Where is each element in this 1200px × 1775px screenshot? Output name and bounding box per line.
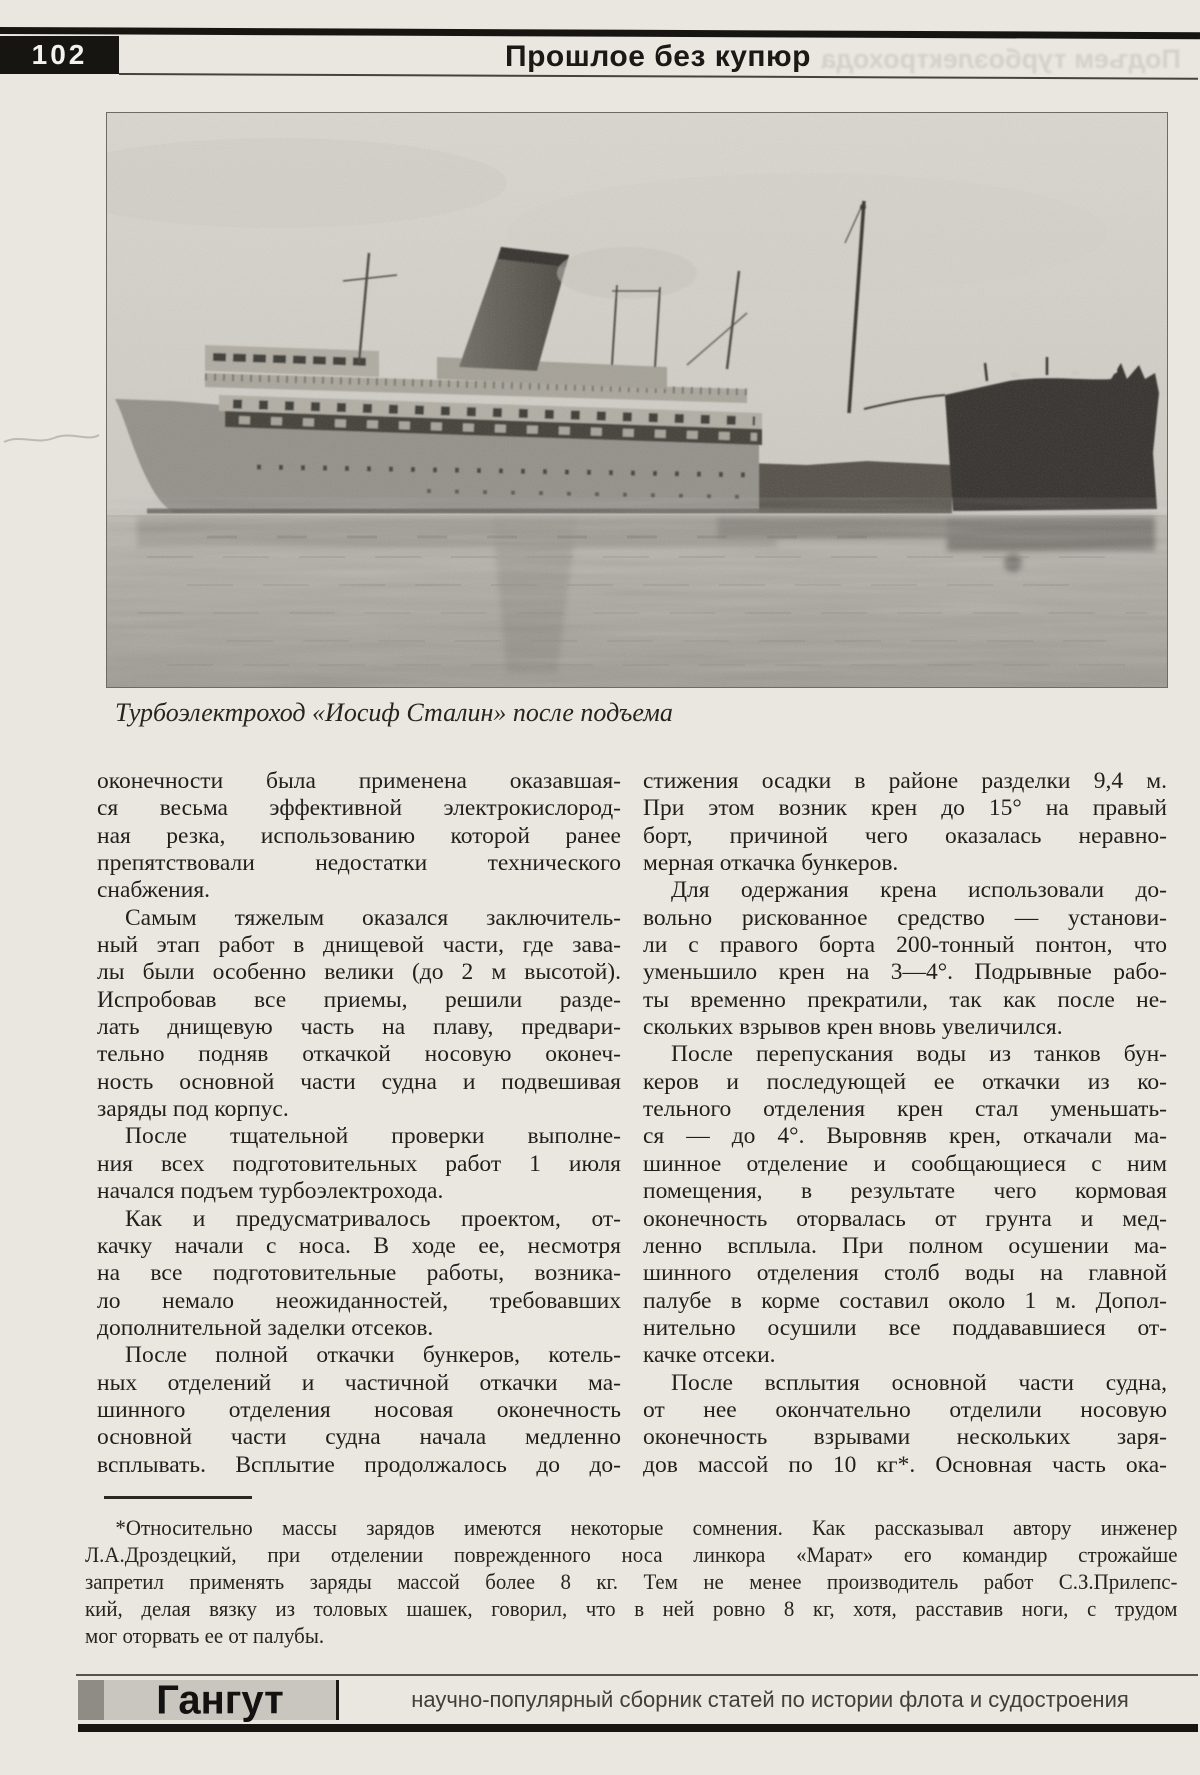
text-line: уменьшило крен на 3—4°. Подрывные рабо- <box>643 959 1167 986</box>
article-column-left <box>97 768 621 1479</box>
text-line: палубе в корме составил около 1 м. Допол- <box>643 1287 1167 1314</box>
text-line: препятствовали недостатки технического <box>97 850 621 877</box>
text-line: ленно всплыла. При полном осушении ма- <box>643 1232 1167 1259</box>
bleed-through-text: Подъем турбоэлектрохода <box>821 44 1181 74</box>
text-line: тельно подняв откачкой носовую оконеч- <box>97 1041 621 1068</box>
text-line: шинного отделения носовая оконечность <box>97 1396 621 1423</box>
text-line: Как и предусматривалось проектом, от- <box>125 1205 621 1232</box>
text-line: скольких взрывов крен вновь увеличился. <box>643 1014 1063 1041</box>
text-line: борт, причиной чего оказалась неравно- <box>643 822 1167 849</box>
footnote-line: *Относительно массы зарядов имеются некоторые сомнения. Как рассказывал автору инженер <box>115 1515 1178 1540</box>
magazine-logo: Гангут <box>156 1677 284 1723</box>
text-line: ная резка, использованию которой ранее <box>97 822 621 849</box>
text-line: После перепускания воды из танков бун- <box>671 1041 1167 1068</box>
page-title: Прошлое без купюр <box>505 40 811 73</box>
text-line: нительно осушили все поддававшиеся от- <box>643 1314 1167 1341</box>
footnote-line: запретил применять заряды массой более 8 кг. Тем не менее производитель работ С.З.Прилепс- <box>85 1569 1178 1594</box>
footer-gray-square <box>78 1680 104 1720</box>
text-line: оконечность взрывами нескольких заря- <box>643 1424 1167 1451</box>
text-line: лать днищевую часть на плаву, предвари- <box>97 1014 621 1041</box>
text-line: основной части судна начала медленно <box>97 1424 621 1451</box>
ship-photo-art <box>107 113 1167 687</box>
text-line: Испробовав все приемы, решили разде- <box>97 986 621 1013</box>
text-line: После тщательной проверки выполне- <box>125 1123 621 1150</box>
film-grain <box>107 113 1167 687</box>
footnote-line: мог оторвать ее от палубы. <box>85 1623 325 1648</box>
text-line: заряды под корпус. <box>97 1096 289 1123</box>
page-number: 102 <box>31 39 88 70</box>
text-line: ния всех подготовительных работ 1 июля <box>97 1150 621 1177</box>
text-line: оконечности была применена оказавшая- <box>97 768 621 794</box>
footer-logo-box <box>104 1677 336 1723</box>
text-line: тельного отделения крен стал уменьшать- <box>643 1096 1167 1123</box>
text-line: При этом возник крен до 15° на правый <box>643 795 1167 822</box>
text-line: ты временно прекратили, так как после не- <box>643 986 1167 1013</box>
article-column-right <box>643 768 1167 1479</box>
text-line: качку начали с носа. В ходе ее, несмотря <box>97 1232 621 1259</box>
text-line: дов массой по 10 кг*. Основная часть ока- <box>643 1451 1167 1478</box>
header-rule-thick <box>0 27 1200 39</box>
ship-photo <box>106 112 1168 688</box>
text-line: снабжения. <box>97 877 211 904</box>
text-line: После полной откачки бункеров, котель- <box>125 1342 621 1369</box>
text-line: ло немало неожиданностей, требовавших <box>97 1287 621 1314</box>
text-line: ный этап работ в днищевой части, где зава- <box>97 932 621 959</box>
text-line: вольно рискованное средство — установи- <box>643 904 1167 931</box>
text-line: шинное отделение и сообщающиеся с ним <box>643 1150 1167 1177</box>
text-line: шинного отделения столб воды на главной <box>643 1260 1167 1287</box>
text-line: Самым тяжелым оказался заключитель- <box>125 904 621 931</box>
text-line: начался подъем турбоэлектрохода. <box>97 1178 444 1205</box>
text-line: дополнительной заделки отсеков. <box>97 1314 434 1341</box>
text-line: ся весьма эффективной электрокислород- <box>97 795 621 822</box>
text-line: керов и последующей ее откачки из ко- <box>643 1068 1167 1095</box>
photo-caption: Турбоэлектроход «Иосиф Сталин» после подъема <box>115 698 673 727</box>
footer-divider <box>336 1680 339 1720</box>
text-line: стижения осадки в районе разделки 9,4 м. <box>643 768 1167 794</box>
footer-subtitle: научно-популярный сборник статей по истории флота и судостроения <box>411 1687 1129 1712</box>
footer-rule-thick <box>78 1724 1198 1732</box>
footnote-rule <box>104 1496 252 1499</box>
text-line: мерная откачка бункеров. <box>643 850 899 877</box>
pencil-mark <box>2 430 102 448</box>
text-line: Для одержания крена использовали до- <box>671 877 1167 904</box>
text-line: от нее окончательно отделили носовую <box>643 1396 1167 1423</box>
text-line: оконечность оторвалась от грунта и мед- <box>643 1205 1167 1232</box>
text-line: лы были особенно велики (до 2 м высотой). <box>97 959 621 986</box>
text-line: ных отделений и частичной откачки ма- <box>97 1369 621 1396</box>
text-line: После всплытия основной части судна, <box>671 1369 1167 1396</box>
text-line: на все подготовительные работы, возника- <box>97 1260 621 1287</box>
footnote-line: кий, делая вязку из толовых шашек, говорил, что в ней ровно 8 кг, хотя, расставив ноги, с трудом <box>85 1596 1178 1621</box>
page-number-box <box>0 36 119 74</box>
text-line: ся — до 4°. Выровняв крен, откачали ма- <box>643 1123 1167 1150</box>
text-line: помещения, в результате чего кормовая <box>643 1178 1167 1205</box>
footnote-line: Л.А.Дроздецкий, при отделении поврежденного носа линкора «Марат» его командир строжайше <box>85 1542 1178 1567</box>
text-line: всплывать. Всплытие продолжалось до до- <box>97 1451 621 1478</box>
text-line: ность основной части судна и подвешивая <box>97 1068 621 1095</box>
footer-rule-thin <box>76 1674 1198 1676</box>
footnote <box>85 1514 1178 1649</box>
text-line: ли с правого борта 200-тонный понтон, что <box>643 932 1167 959</box>
text-line: качке отсеки. <box>643 1342 776 1369</box>
